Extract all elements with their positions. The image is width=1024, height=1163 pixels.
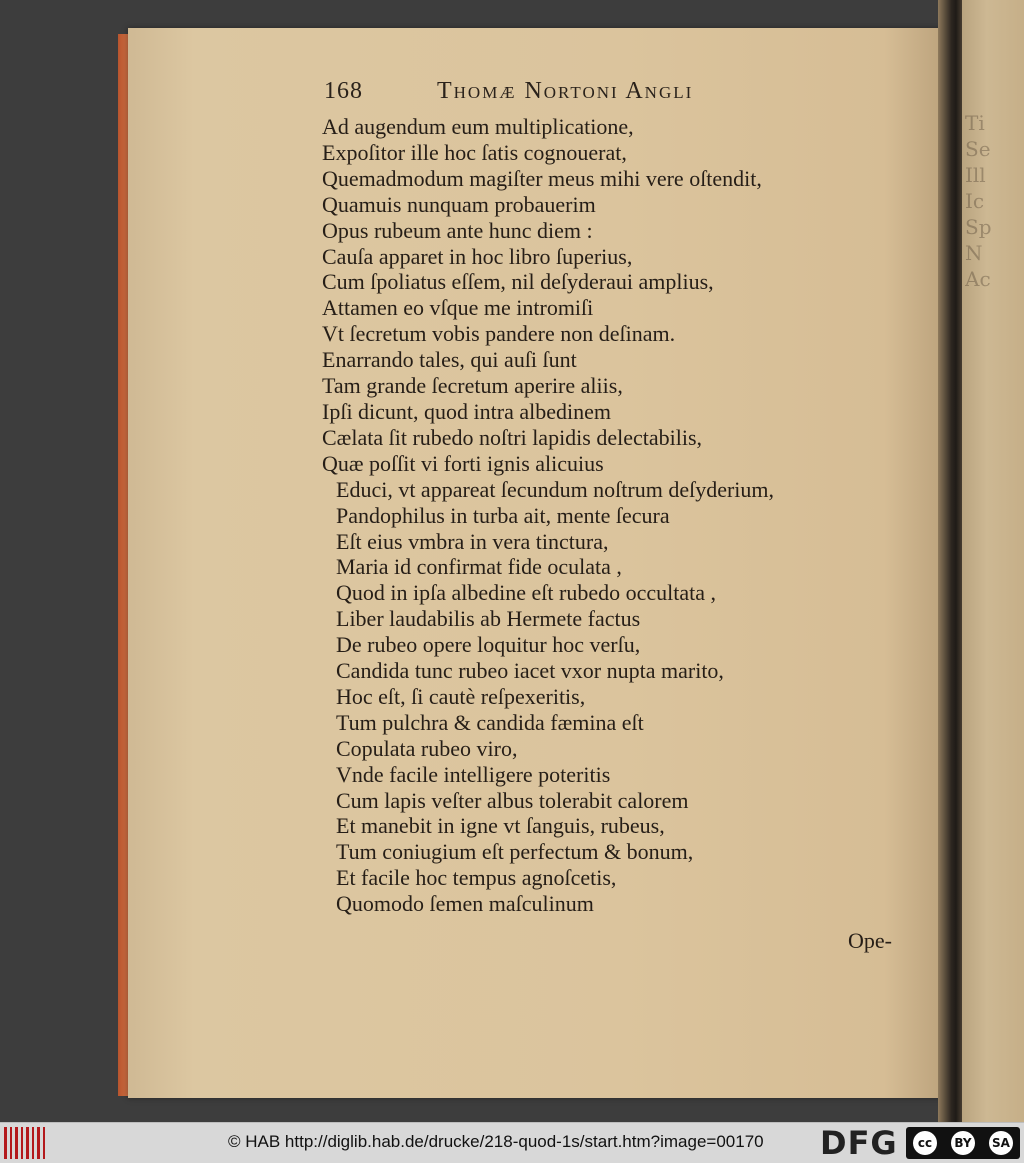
- verse-line: Maria id confirmat fide oculata ,: [336, 554, 622, 580]
- bleed-through-text: Ti Se Ill Ic Sp N Ac: [965, 111, 992, 291]
- verse-line: Candida tunc rubeo iacet vxor nupta marito,: [336, 658, 724, 684]
- verse-line: Enarrando tales, qui auſi ſunt: [322, 347, 577, 373]
- verse-line: De rubeo opere loquitur hoc verſu,: [336, 632, 641, 658]
- verse-line: Cauſa apparet in hoc libro ſuperius,: [322, 243, 633, 269]
- verse-line: Copulata rubeo viro,: [336, 735, 518, 761]
- verse-line: Attamen eo vſque me intromiſi: [322, 295, 594, 321]
- verse-line: Et facile hoc tempus agnoſcetis,: [336, 865, 617, 891]
- verse-line: Tum coniugium eſt perfectum & bonum,: [336, 839, 694, 865]
- verse-line: Quod in ipſa albedine eſt rubedo occultata ,: [336, 580, 716, 606]
- verse-line: Quemadmodum magiſter meus mihi vere oſtendit,: [322, 165, 762, 191]
- verse-line: Tam grande ſecretum aperire aliis,: [322, 373, 623, 399]
- verse-line: Quamuis nunquam probauerim: [322, 191, 596, 217]
- verse-text: [322, 114, 774, 917]
- verse-line: Tum pulchra & candida fæmina eſt: [336, 709, 644, 735]
- verse-line: Expoſitor ille hoc ſatis cognouerat,: [322, 139, 627, 165]
- verse-line: Cælata ſit rubedo noſtri lapidis delectabilis,: [322, 424, 703, 450]
- page-number: 168: [324, 78, 363, 104]
- verse-line: Et manebit in igne vt ſanguis, rubeus,: [336, 813, 665, 839]
- verse-line: Educi, vt appareat ſecundum noſtrum deſyderium,: [336, 476, 775, 502]
- by-icon: BY: [951, 1131, 975, 1155]
- license-badge[interactable]: [906, 1127, 1020, 1159]
- verse-line: Ad augendum eum multiplicatione,: [322, 114, 634, 139]
- running-head: [324, 78, 794, 105]
- catchword: Ope-: [848, 928, 892, 953]
- verse-line: Hoc eſt, ſi cautè reſpexeritis,: [336, 683, 586, 709]
- cc-icon: cc: [913, 1131, 937, 1155]
- verse-line: Cum lapis veſter albus tolerabit calorem: [336, 787, 689, 813]
- verse-line: Vnde facile intelligere poteritis: [336, 761, 611, 787]
- verse-line: Cum ſpoliatus eſſem, nil deſyderaui amplius,: [322, 269, 714, 295]
- verse-line: Vt ſecretum vobis pandere non deſinam.: [322, 321, 676, 347]
- dfg-logo: DFG: [820, 1124, 898, 1162]
- verse-line: Opus rubeum ante hunc diem :: [322, 217, 593, 243]
- viewer-footer: [0, 1122, 1024, 1163]
- verse-line: Pandophilus in turba ait, mente ſecura: [336, 502, 670, 528]
- verse-line: Eſt eius vmbra in vera tinctura,: [336, 528, 609, 554]
- verse-line: Quomodo ſemen maſculinum: [336, 891, 594, 917]
- sa-icon: SA: [989, 1131, 1013, 1155]
- credit-link[interactable]: © HAB http://diglib.hab.de/drucke/218-quod-1s/start.htm?image=00170: [228, 1132, 764, 1151]
- verse-line: Ipſi dicunt, quod intra albedinem: [322, 398, 611, 424]
- verse-line: Quæ poſſit vi forti ignis alicuius: [322, 450, 604, 476]
- verse-line: Liber laudabilis ab Hermete factus: [336, 606, 641, 632]
- barcode-logo: [4, 1127, 48, 1159]
- running-title: Thomæ Nortoni Angli: [437, 78, 694, 104]
